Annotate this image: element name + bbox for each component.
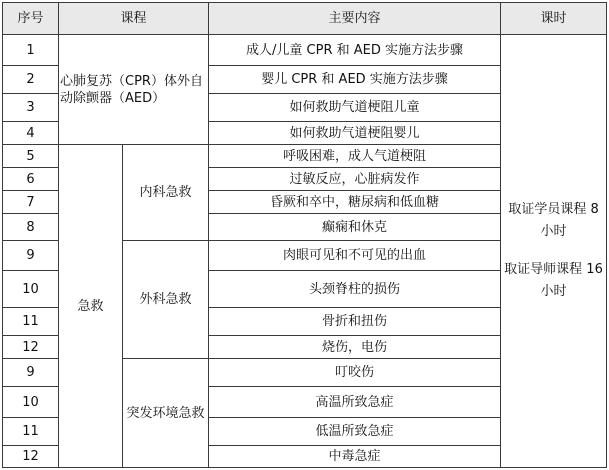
row-seq: 1 [3,35,59,66]
row-content: 昏厥和卒中，糖尿病和低血糖 [209,191,501,214]
row-content: 呼吸困难，成人气道梗阻 [209,145,501,168]
row-seq: 8 [3,214,59,241]
header-course: 课程 [59,3,209,35]
row-content: 骨折和扭伤 [209,308,501,336]
row-content: 肉眼可见和不可见的出血 [209,241,501,271]
hours-cell [501,35,607,468]
row-seq: 12 [3,336,59,359]
course-table [2,2,607,468]
row-seq: 10 [3,387,59,418]
row-content: 头颈脊柱的损伤 [209,271,501,308]
row-seq: 5 [3,145,59,168]
hours-instructor-line1: 取证导师课程 16 [504,262,603,277]
row-content: 高温所致急症 [209,387,501,418]
row-content: 婴儿 CPR 和 AED 实施方法步骤 [209,66,501,94]
row-seq: 12 [3,446,59,468]
row-content: 叮咬伤 [209,359,501,387]
row-seq: 11 [3,308,59,336]
row-seq: 9 [3,359,59,387]
row-content: 癫痫和休克 [209,214,501,241]
header-hours: 课时 [501,3,607,35]
row-seq: 10 [3,271,59,308]
row-seq: 9 [3,241,59,271]
row-seq: 2 [3,66,59,94]
hours-gap [501,243,606,259]
row-seq: 11 [3,418,59,446]
subcourse-environmental: 突发环境急救 [123,359,209,468]
row-content: 如何救助气道梗阻婴儿 [209,122,501,145]
hours-instructor-line2: 小时 [540,284,567,299]
table-row [3,35,607,66]
subcourse-internal: 内科急救 [123,145,209,241]
row-content: 成人/儿童 CPR 和 AED 实施方法步骤 [209,35,501,66]
row-seq: 3 [3,94,59,122]
row-content: 烧伤，电伤 [209,336,501,359]
row-content: 过敏反应，心脏病发作 [209,168,501,191]
header-seq: 序号 [3,3,59,35]
row-seq: 7 [3,191,59,214]
hours-student-line2: 小时 [540,224,567,239]
course-cpr-aed: 心肺复苏（CPR）体外自动除颤器（AED） [59,35,209,145]
course-first-aid: 急救 [59,145,123,468]
subcourse-surgical: 外科急救 [123,241,209,359]
header-content: 主要内容 [209,3,501,35]
row-seq: 4 [3,122,59,145]
hours-student-line1: 取证学员课程 8 [508,202,599,217]
row-content: 中毒急症 [209,446,501,468]
header-row [3,3,607,35]
row-content: 低温所致急症 [209,418,501,446]
row-seq: 6 [3,168,59,191]
row-content: 如何救助气道梗阻儿童 [209,94,501,122]
